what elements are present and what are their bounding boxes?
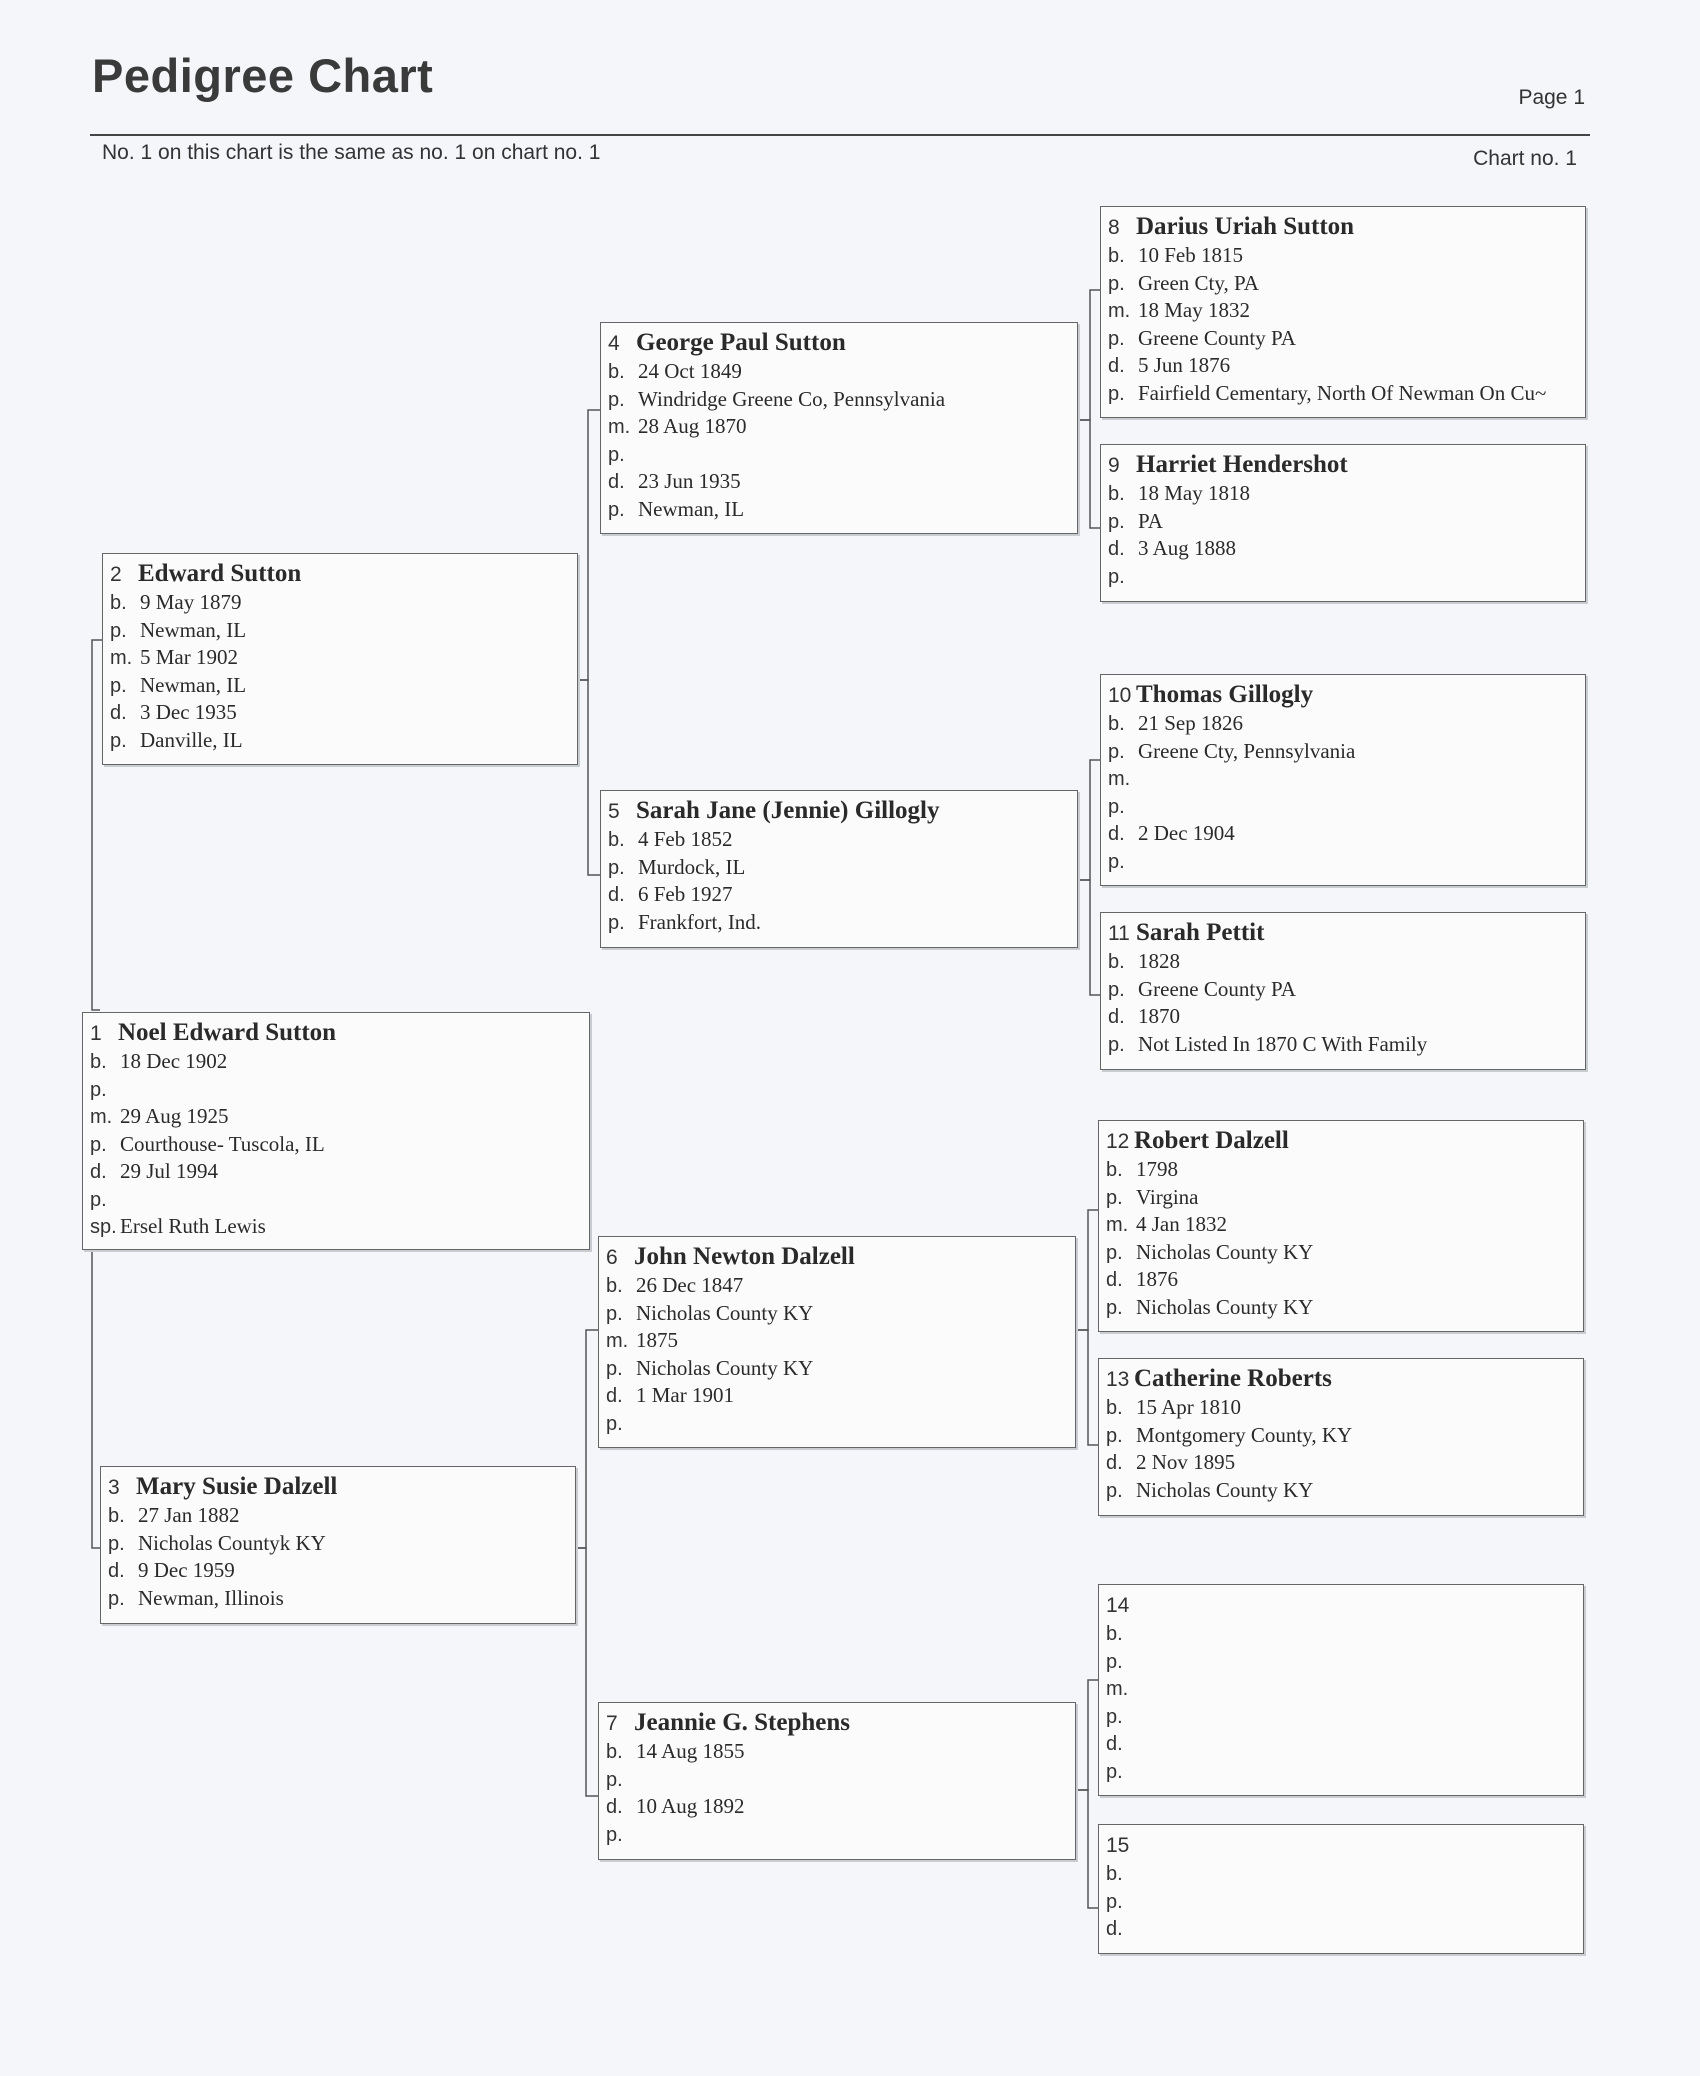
- person-fact-row: [1108, 352, 1585, 380]
- person-box-8: [1100, 206, 1586, 418]
- person-fact-row: [1106, 1703, 1583, 1731]
- person-name: Thomas Gillogly: [1136, 681, 1314, 708]
- person-heading: [608, 327, 1077, 358]
- person-fact-row: [1106, 1477, 1583, 1505]
- fact-label: p.: [606, 1412, 623, 1435]
- fact-label: p.: [606, 1302, 623, 1325]
- fact-value: 18 Dec 1902: [120, 1049, 228, 1073]
- person-fact-row: [90, 1048, 589, 1076]
- fact-value: 4 Feb 1852: [638, 827, 733, 851]
- person-box-12: [1098, 1120, 1584, 1332]
- fact-label: m.: [608, 416, 631, 438]
- fact-value: 29 Aug 1925: [120, 1104, 229, 1128]
- fact-label: p.: [90, 1078, 107, 1101]
- person-number: 12: [1106, 1130, 1130, 1153]
- person-number: 10: [1108, 684, 1132, 707]
- fact-value: Ersel Ruth Lewis: [120, 1214, 266, 1238]
- person-fact-row: [1106, 1184, 1583, 1212]
- fact-value: Virgina: [1136, 1184, 1199, 1209]
- person-fact-row: [1106, 1888, 1583, 1916]
- fact-label: b.: [1106, 1863, 1123, 1885]
- fact-value: Green Cty, PA: [1138, 270, 1259, 295]
- fact-value: 18 May 1832: [1138, 298, 1250, 322]
- person-fact-row: [1106, 1394, 1583, 1422]
- person-fact-row: [1106, 1675, 1583, 1703]
- fact-label: d.: [608, 884, 625, 906]
- fact-label: p.: [1108, 795, 1125, 818]
- person-fact-row: [1106, 1266, 1583, 1294]
- person-fact-row: [606, 1382, 1075, 1410]
- fact-value: 24 Oct 1849: [638, 359, 742, 383]
- person-fact-row: [1108, 325, 1585, 353]
- fact-label: b.: [90, 1051, 107, 1073]
- fact-value: 10 Feb 1815: [1138, 243, 1243, 267]
- fact-value: Greene Cty, Pennsylvania: [1138, 738, 1356, 763]
- person-fact-row: [110, 672, 577, 700]
- fact-value: PA: [1138, 508, 1163, 533]
- person-fact-row: [608, 386, 1077, 414]
- fact-value: Courthouse- Tuscola, IL: [120, 1131, 325, 1156]
- fact-label: p.: [108, 1532, 125, 1555]
- person-fact-row: [1106, 1211, 1583, 1239]
- fact-value: 3 Aug 1888: [1138, 536, 1237, 560]
- fact-label: b.: [608, 361, 625, 383]
- person-fact-row: [90, 1186, 589, 1214]
- person-number: 14: [1106, 1594, 1130, 1617]
- fact-label: m.: [606, 1330, 629, 1352]
- person-fact-row: [1106, 1422, 1583, 1450]
- fact-label: b.: [1106, 1397, 1123, 1419]
- person-fact-row: [110, 727, 577, 755]
- fact-label: p.: [110, 729, 127, 752]
- fact-label: p.: [1108, 272, 1125, 295]
- connector-7-15: [1076, 1790, 1100, 1908]
- fact-label: p.: [1106, 1890, 1123, 1913]
- fact-label: b.: [1106, 1159, 1123, 1181]
- person-fact-row: [608, 441, 1077, 469]
- fact-label: d.: [1108, 538, 1125, 560]
- fact-label: d.: [110, 702, 127, 724]
- fact-label: p.: [608, 911, 625, 934]
- connector-5-10: [1078, 760, 1102, 880]
- person-heading: [1108, 679, 1585, 710]
- fact-label: d.: [90, 1161, 107, 1183]
- person-box-4: [600, 322, 1078, 534]
- fact-label: b.: [1108, 245, 1125, 267]
- fact-label: m.: [1108, 768, 1131, 790]
- person-fact-row: [606, 1272, 1075, 1300]
- fact-label: p.: [1108, 850, 1125, 873]
- fact-label: p.: [1108, 382, 1125, 405]
- person-fact-row: [1108, 1003, 1585, 1031]
- person-fact-row: [90, 1076, 589, 1104]
- fact-value: 1875: [636, 1328, 678, 1352]
- person-fact-row: [1108, 535, 1585, 563]
- fact-value: 29 Jul 1994: [120, 1159, 219, 1183]
- fact-value: Nicholas County KY: [1136, 1294, 1314, 1319]
- fact-label: d.: [608, 471, 625, 493]
- fact-value: 15 Apr 1810: [1136, 1395, 1241, 1419]
- person-fact-row: [1108, 480, 1585, 508]
- person-box-3: [100, 1466, 576, 1624]
- fact-label: p.: [1106, 1760, 1123, 1783]
- fact-value: Newman, IL: [140, 672, 247, 697]
- fact-label: p.: [608, 388, 625, 411]
- person-fact-row: [608, 496, 1077, 524]
- person-heading: [608, 795, 1077, 826]
- person-fact-row: [1108, 710, 1585, 738]
- person-number: 15: [1106, 1834, 1130, 1857]
- person-heading: [1108, 917, 1585, 948]
- person-fact-row: [1108, 793, 1585, 821]
- person-fact-row: [606, 1355, 1075, 1383]
- fact-label: d.: [1108, 1006, 1125, 1028]
- fact-label: p.: [608, 498, 625, 521]
- fact-label: p.: [1106, 1479, 1123, 1502]
- fact-label: p.: [1106, 1705, 1123, 1728]
- fact-label: p.: [1108, 510, 1125, 533]
- fact-value: Newman, IL: [140, 617, 247, 642]
- person-fact-row: [606, 1327, 1075, 1355]
- fact-value: Greene County PA: [1138, 976, 1296, 1001]
- fact-label: d.: [1106, 1733, 1123, 1755]
- fact-value: 5 Mar 1902: [140, 645, 238, 669]
- fact-value: 3 Dec 1935: [140, 700, 237, 724]
- fact-label: p.: [1106, 1186, 1123, 1209]
- person-fact-row: [1108, 765, 1585, 793]
- fact-label: m.: [1106, 1678, 1129, 1700]
- fact-label: b.: [1108, 483, 1125, 505]
- person-name: Robert Dalzell: [1134, 1127, 1289, 1154]
- person-fact-row: [90, 1131, 589, 1159]
- person-fact-row: [1108, 848, 1585, 876]
- person-fact-row: [608, 909, 1077, 937]
- person-fact-row: [1108, 976, 1585, 1004]
- person-fact-row: [608, 413, 1077, 441]
- person-fact-row: [90, 1158, 589, 1186]
- fact-value: Newman, IL: [638, 496, 745, 521]
- person-fact-row: [1108, 297, 1585, 325]
- person-fact-row: [608, 826, 1077, 854]
- fact-label: d.: [1106, 1918, 1123, 1940]
- person-box-15: [1098, 1824, 1584, 1954]
- person-box-7: [598, 1702, 1076, 1860]
- fact-value: Newman, Illinois: [138, 1585, 284, 1610]
- person-box-11: [1100, 912, 1586, 1070]
- fact-label: p.: [110, 619, 127, 642]
- fact-label: p.: [90, 1133, 107, 1156]
- fact-value: 4 Jan 1832: [1136, 1212, 1227, 1236]
- person-fact-row: [108, 1585, 575, 1613]
- person-heading: [90, 1017, 589, 1048]
- person-number: 9: [1108, 454, 1120, 477]
- person-heading: [1108, 449, 1585, 480]
- fact-label: d.: [108, 1560, 125, 1582]
- fact-label: b.: [606, 1275, 623, 1297]
- fact-label: b.: [1108, 713, 1125, 735]
- person-fact-row: [1108, 242, 1585, 270]
- person-name: John Newton Dalzell: [634, 1243, 855, 1270]
- person-fact-row: [1108, 1031, 1585, 1059]
- fact-label: b.: [608, 829, 625, 851]
- person-box-1: [82, 1012, 590, 1250]
- person-fact-row: [606, 1410, 1075, 1438]
- page-title: Pedigree Chart: [92, 49, 434, 102]
- fact-label: b.: [1108, 951, 1125, 973]
- person-fact-row: [90, 1103, 589, 1131]
- person-fact-row: [1108, 820, 1585, 848]
- fact-value: 28 Aug 1870: [638, 414, 747, 438]
- fact-label: sp.: [90, 1216, 117, 1238]
- fact-label: d.: [1108, 823, 1125, 845]
- fact-value: Nicholas County KY: [1136, 1477, 1314, 1502]
- fact-value: 26 Dec 1847: [636, 1273, 744, 1297]
- fact-label: p.: [90, 1188, 107, 1211]
- person-fact-row: [608, 358, 1077, 386]
- fact-value: Nicholas County KY: [636, 1300, 814, 1325]
- fact-label: b.: [108, 1505, 125, 1527]
- person-name: Sarah Pettit: [1136, 919, 1265, 946]
- person-name: Jeannie G. Stephens: [634, 1709, 851, 1736]
- fact-value: Nicholas County KY: [636, 1355, 814, 1380]
- person-fact-row: [108, 1530, 575, 1558]
- fact-label: p.: [1108, 565, 1125, 588]
- fact-label: m.: [90, 1106, 113, 1128]
- connector-5-11: [1078, 880, 1102, 995]
- fact-label: b.: [1106, 1623, 1123, 1645]
- chart-note: No. 1 on this chart is the same as no. 1 on chart no. 1: [102, 141, 601, 164]
- page-number: Page 1: [1518, 86, 1585, 109]
- person-number: 6: [606, 1246, 618, 1269]
- connector-3-6: [576, 1330, 600, 1548]
- connector-4-9: [1078, 420, 1102, 528]
- fact-label: p.: [1106, 1650, 1123, 1673]
- person-fact-row: [606, 1300, 1075, 1328]
- person-fact-row: [1106, 1239, 1583, 1267]
- person-name: Noel Edward Sutton: [118, 1019, 337, 1046]
- fact-label: d.: [1106, 1452, 1123, 1474]
- fact-label: m.: [1108, 300, 1131, 322]
- chart-number: Chart no. 1: [1473, 147, 1577, 170]
- fact-label: d.: [606, 1796, 623, 1818]
- person-fact-row: [110, 617, 577, 645]
- person-fact-row: [606, 1821, 1075, 1849]
- person-fact-row: [1106, 1620, 1583, 1648]
- person-fact-row: [1108, 738, 1585, 766]
- fact-value: Murdock, IL: [638, 854, 746, 879]
- fact-label: p.: [1108, 327, 1125, 350]
- person-name: Edward Sutton: [138, 560, 302, 587]
- person-name: George Paul Sutton: [636, 329, 846, 356]
- fact-label: p.: [1106, 1424, 1123, 1447]
- person-heading: [108, 1471, 575, 1502]
- person-heading: [1106, 1829, 1583, 1860]
- person-fact-row: [608, 468, 1077, 496]
- person-fact-row: [1106, 1860, 1583, 1888]
- person-box-13: [1098, 1358, 1584, 1516]
- fact-value: 14 Aug 1855: [636, 1739, 745, 1763]
- person-fact-row: [108, 1557, 575, 1585]
- fact-value: Greene County PA: [1138, 325, 1296, 350]
- fact-value: 18 May 1818: [1138, 481, 1250, 505]
- person-fact-row: [1106, 1294, 1583, 1322]
- fact-value: Nicholas Countyk KY: [138, 1530, 326, 1555]
- fact-value: Not Listed In 1870 C With Family: [1138, 1031, 1428, 1056]
- fact-value: 21 Sep 1826: [1138, 711, 1243, 735]
- person-box-2: [102, 553, 578, 765]
- person-box-14: [1098, 1584, 1584, 1796]
- person-fact-row: [110, 644, 577, 672]
- person-heading: [606, 1241, 1075, 1272]
- person-number: 4: [608, 332, 620, 355]
- person-heading: [1106, 1589, 1583, 1620]
- fact-value: 1 Mar 1901: [636, 1383, 734, 1407]
- person-fact-row: [1106, 1915, 1583, 1943]
- fact-label: d.: [1108, 355, 1125, 377]
- person-number: 1: [90, 1022, 102, 1045]
- fact-value: 1870: [1138, 1004, 1180, 1028]
- fact-value: 1876: [1136, 1267, 1178, 1291]
- fact-value: 9 May 1879: [140, 590, 242, 614]
- fact-label: p.: [608, 443, 625, 466]
- person-name: Harriet Hendershot: [1136, 451, 1348, 478]
- fact-label: p.: [110, 674, 127, 697]
- fact-label: b.: [110, 592, 127, 614]
- fact-label: d.: [606, 1385, 623, 1407]
- person-heading: [110, 558, 577, 589]
- fact-value: 6 Feb 1927: [638, 882, 733, 906]
- person-fact-row: [606, 1766, 1075, 1794]
- connector-6-13: [1076, 1330, 1100, 1445]
- person-fact-row: [606, 1793, 1075, 1821]
- connector-3-7: [576, 1548, 600, 1796]
- connector-7-14: [1076, 1680, 1100, 1790]
- person-fact-row: [1108, 380, 1585, 408]
- fact-label: p.: [606, 1768, 623, 1791]
- fact-label: m.: [1106, 1214, 1129, 1236]
- fact-value: 23 Jun 1935: [638, 469, 741, 493]
- fact-value: 2 Dec 1904: [1138, 821, 1235, 845]
- fact-label: m.: [110, 647, 133, 669]
- person-fact-row: [1108, 948, 1585, 976]
- person-name: Mary Susie Dalzell: [136, 1473, 338, 1500]
- person-fact-row: [1106, 1648, 1583, 1676]
- fact-label: p.: [606, 1823, 623, 1846]
- person-number: 13: [1106, 1368, 1130, 1391]
- person-heading: [1106, 1125, 1583, 1156]
- person-fact-row: [608, 881, 1077, 909]
- person-box-10: [1100, 674, 1586, 886]
- fact-label: p.: [608, 856, 625, 879]
- connector-2-5: [578, 680, 602, 875]
- person-number: 3: [108, 1476, 120, 1499]
- fact-value: Frankfort, Ind.: [638, 909, 762, 934]
- person-fact-row: [1106, 1449, 1583, 1477]
- person-name: Darius Uriah Sutton: [1136, 213, 1355, 240]
- fact-value: Montgomery County, KY: [1136, 1422, 1353, 1447]
- person-fact-row: [1108, 563, 1585, 591]
- fact-value: 10 Aug 1892: [636, 1794, 745, 1818]
- person-number: 11: [1108, 922, 1130, 945]
- fact-label: p.: [1108, 1033, 1125, 1056]
- person-fact-row: [90, 1213, 589, 1241]
- person-fact-row: [1106, 1758, 1583, 1786]
- fact-value: 5 Jun 1876: [1138, 353, 1231, 377]
- fact-label: p.: [1106, 1296, 1123, 1319]
- person-heading: [1106, 1363, 1583, 1394]
- connector-6-12: [1076, 1210, 1100, 1330]
- person-number: 2: [110, 563, 122, 586]
- fact-label: d.: [1106, 1269, 1123, 1291]
- person-fact-row: [1106, 1156, 1583, 1184]
- fact-value: 9 Dec 1959: [138, 1558, 235, 1582]
- person-box-5: [600, 790, 1078, 948]
- fact-label: p.: [108, 1587, 125, 1610]
- person-number: 7: [606, 1712, 618, 1735]
- fact-label: p.: [1106, 1241, 1123, 1264]
- fact-value: Danville, IL: [140, 727, 243, 752]
- fact-label: p.: [1108, 740, 1125, 763]
- connector-2-4: [578, 410, 602, 680]
- person-fact-row: [110, 589, 577, 617]
- person-fact-row: [110, 699, 577, 727]
- person-fact-row: [608, 854, 1077, 882]
- person-number: 5: [608, 800, 620, 823]
- person-heading: [606, 1707, 1075, 1738]
- person-fact-row: [1108, 270, 1585, 298]
- fact-value: Fairfield Cementary, North Of Newman On Cu~: [1138, 380, 1547, 405]
- fact-value: 2 Nov 1895: [1136, 1450, 1236, 1474]
- person-fact-row: [1106, 1730, 1583, 1758]
- fact-label: p.: [1108, 978, 1125, 1001]
- fact-label: b.: [606, 1741, 623, 1763]
- person-number: 8: [1108, 216, 1120, 239]
- person-box-6: [598, 1236, 1076, 1448]
- person-fact-row: [606, 1738, 1075, 1766]
- connector-4-8: [1078, 290, 1102, 420]
- person-box-9: [1100, 444, 1586, 602]
- person-fact-row: [108, 1502, 575, 1530]
- person-name: Catherine Roberts: [1134, 1365, 1332, 1392]
- person-heading: [1108, 211, 1585, 242]
- fact-label: p.: [606, 1357, 623, 1380]
- fact-value: Nicholas County KY: [1136, 1239, 1314, 1264]
- fact-value: 27 Jan 1882: [138, 1503, 240, 1527]
- person-name: Sarah Jane (Jennie) Gillogly: [636, 797, 940, 824]
- person-fact-row: [1108, 508, 1585, 536]
- fact-value: 1798: [1136, 1157, 1178, 1181]
- fact-value: 1828: [1138, 949, 1180, 973]
- fact-value: Windridge Greene Co, Pennsylvania: [638, 386, 946, 411]
